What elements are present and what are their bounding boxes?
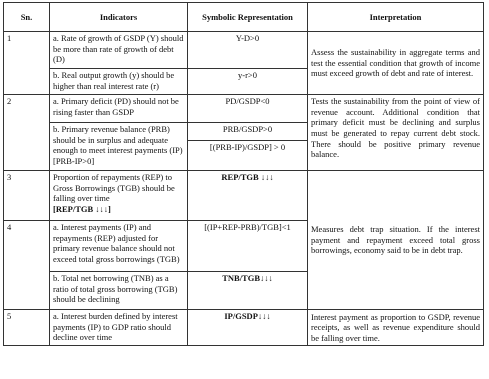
row-2b-indicator: b. Primary revenue balance (PRB) should be in surplus and adequate enough to meet interest payments (IP) [PRB-IP>0]	[50, 123, 188, 171]
row-4a-symbolic: [(IP+REP-PRB)/TGB]<1	[188, 221, 308, 272]
row-4b-symbolic: TNB/TGB↓↓↓	[188, 272, 308, 310]
row-5-interpretation: Interest payment as proportion to GSDP, revenue receipts, as well as revenue expenditure should be falling over time.	[308, 310, 484, 346]
row-1b-symbolic: y-r>0	[188, 69, 308, 95]
header-sn: Sn.	[4, 3, 50, 32]
row-3-symbolic: REP/TGB ↓↓↓	[188, 171, 308, 221]
row-2-sn: 2	[4, 95, 50, 171]
row-4-sn: 4	[4, 221, 50, 310]
row-4a-indicator: a. Interest payments (IP) and repayments (REP) adjusted for primary revenue balance should not exceed total gross borrowings (TGB)	[50, 221, 188, 272]
row-1b-indicator: b. Real output growth (y) should be higher than real interest rate (r)	[50, 69, 188, 95]
row-1a-symbolic: Y-D>0	[188, 32, 308, 69]
table-header-row	[4, 3, 484, 32]
row-3-indicator-text: Proportion of repayments (REP) to Gross Borrowings (TGB) should be falling over time	[53, 172, 175, 204]
table-row	[4, 171, 484, 221]
row-1-sn: 1	[4, 32, 50, 95]
row-2b-symbolic: PRB/GSDP>0	[188, 123, 308, 141]
header-interpretation: Interpretation	[308, 3, 484, 32]
table-row	[4, 310, 484, 346]
row-3-indicator-formula: [REP/TGB ↓↓↓]	[53, 203, 111, 214]
row-5a-indicator: a. Interest burden defined by interest payments (IP) to GDP ratio should decline over time	[50, 310, 188, 346]
row-2-interpretation: Tests the sustainability from the point of view of revenue account. Additional condition that primary deficit must be declining and surplus must be generated to repay current debt stock. There should be positive primary revenue balance.	[308, 95, 484, 171]
row-2a-symbolic: PD/GSDP<0	[188, 95, 308, 123]
row-2b-symbolic-2: [(PRB-IP)/GSDP] > 0	[188, 141, 308, 171]
table-row	[4, 95, 484, 123]
row-1-interpretation: Assess the sustainability in aggregate terms and test the essential condition that growth of income must exceed growth of debt and rate of interest.	[308, 32, 484, 95]
row-3-sn: 3	[4, 171, 50, 221]
table-row	[4, 32, 484, 69]
row-4b-indicator: b. Total net borrowing (TNB) as a ratio of total gross borrowing (TGB) should be declining	[50, 272, 188, 310]
header-indicators: Indicators	[50, 3, 188, 32]
row-3-4-interpretation: Measures debt trap situation. If the interest payment and repayment exceed total gross borrowings, economy said to be in debt trap.	[308, 171, 484, 310]
debt-sustainability-table	[3, 2, 484, 346]
row-3-indicator	[50, 171, 188, 221]
row-5-sn: 5	[4, 310, 50, 346]
header-symbolic: Symbolic Representation	[188, 3, 308, 32]
row-2a-indicator: a. Primary deficit (PD) should not be rising faster than GSDP	[50, 95, 188, 123]
row-1a-indicator: a. Rate of growth of GSDP (Y) should be more than rate of growth of debt (D)	[50, 32, 188, 69]
row-5a-symbolic: IP/GSDP↓↓↓	[188, 310, 308, 346]
